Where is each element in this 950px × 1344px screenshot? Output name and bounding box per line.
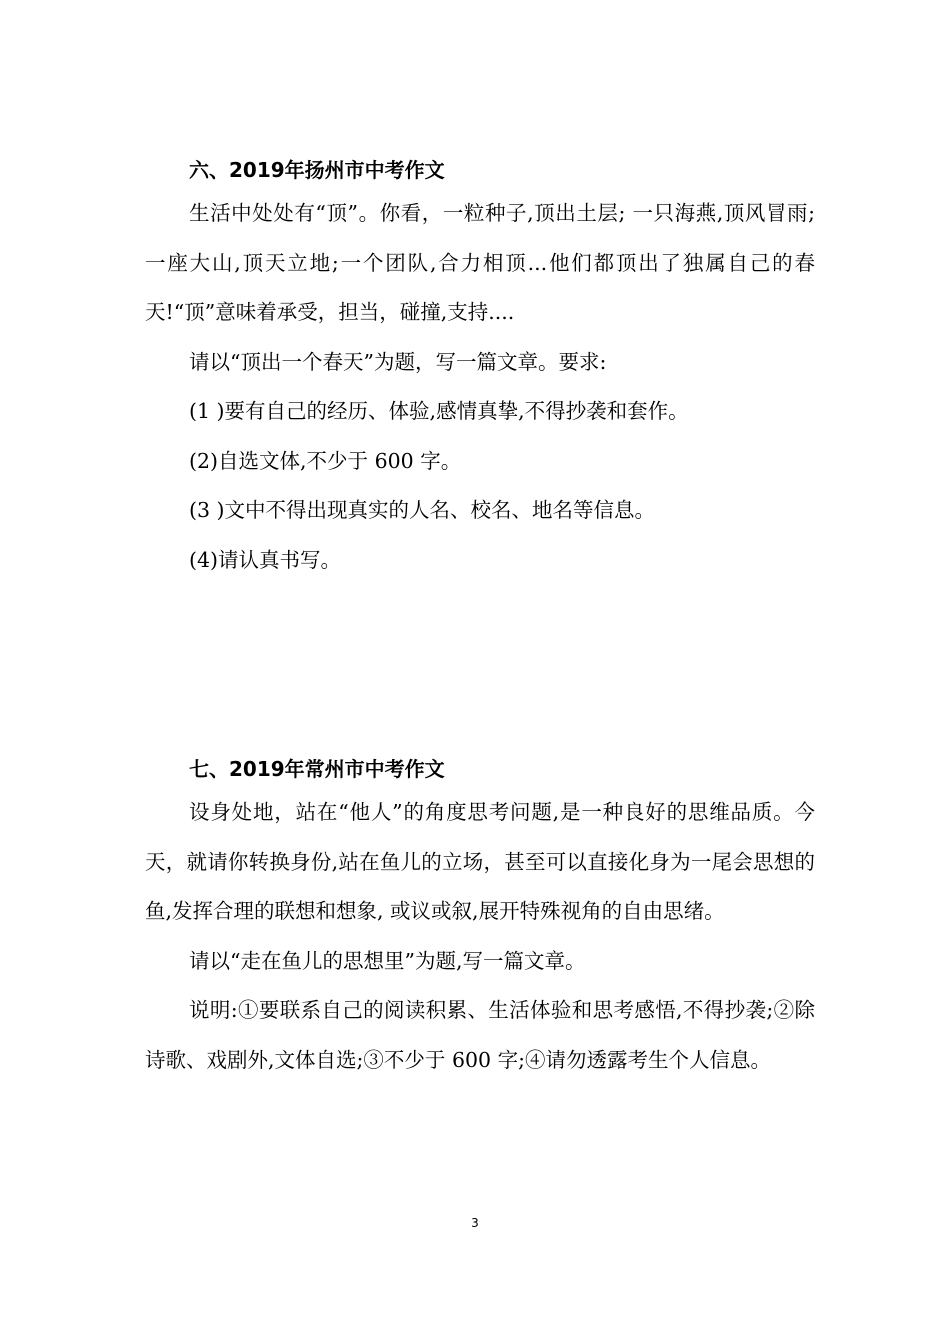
requirement-item-4: (4)请认真书写。 [189, 547, 342, 572]
prompt-paragraph: 生活中处处有“顶”。你看，一粒种子,顶出土层; 一只海燕,顶风冒雨;一座大山,顶天立地;一个团队,合力相顶...他们都顶出了独属自己的春天!“顶”意味着承受，担当，碰撞,支持.... [145, 201, 815, 324]
requirement-item-2: (2)自选文体,不少于 600 字。 [189, 448, 462, 473]
essay-section-yangzhou [145, 152, 815, 585]
page-number: 3 [471, 1216, 479, 1230]
instruction-paragraph: 请以“顶出一个春天”为题，写一篇文章。要求: [189, 349, 607, 374]
prompt-paragraph: 设身处地，站在“他人”的角度思考问题,是一种良好的思维品质。今天，就请你转换身份,站在鱼儿的立场，甚至可以直接化身为一尾会思想的鱼,发挥合理的联想和想象, 或议或叙,展开特殊视角的自由思绪。 [145, 800, 815, 923]
instruction-paragraph: 请以“走在鱼儿的思想里”为题,写一篇文章。 [189, 948, 586, 973]
notes-paragraph: 说明:①要联系自己的阅读积累、生活体验和思考感悟,不得抄袭;②除诗歌、戏剧外,文体自选;③不少于 600 字;④请勿透露考生个人信息。 [145, 998, 815, 1072]
section-heading: 七、2019年常州市中考作文 [189, 757, 445, 781]
requirement-item-3: (3 )文中不得出现真实的人名、校名、地名等信息。 [189, 498, 656, 522]
section-heading: 六、2019年扬州市中考作文 [189, 158, 445, 182]
essay-section-changzhou [145, 751, 815, 1085]
requirement-item-1: (1 )要有自己的经历、体验,感情真挚,不得抄袭和套作。 [189, 399, 689, 423]
